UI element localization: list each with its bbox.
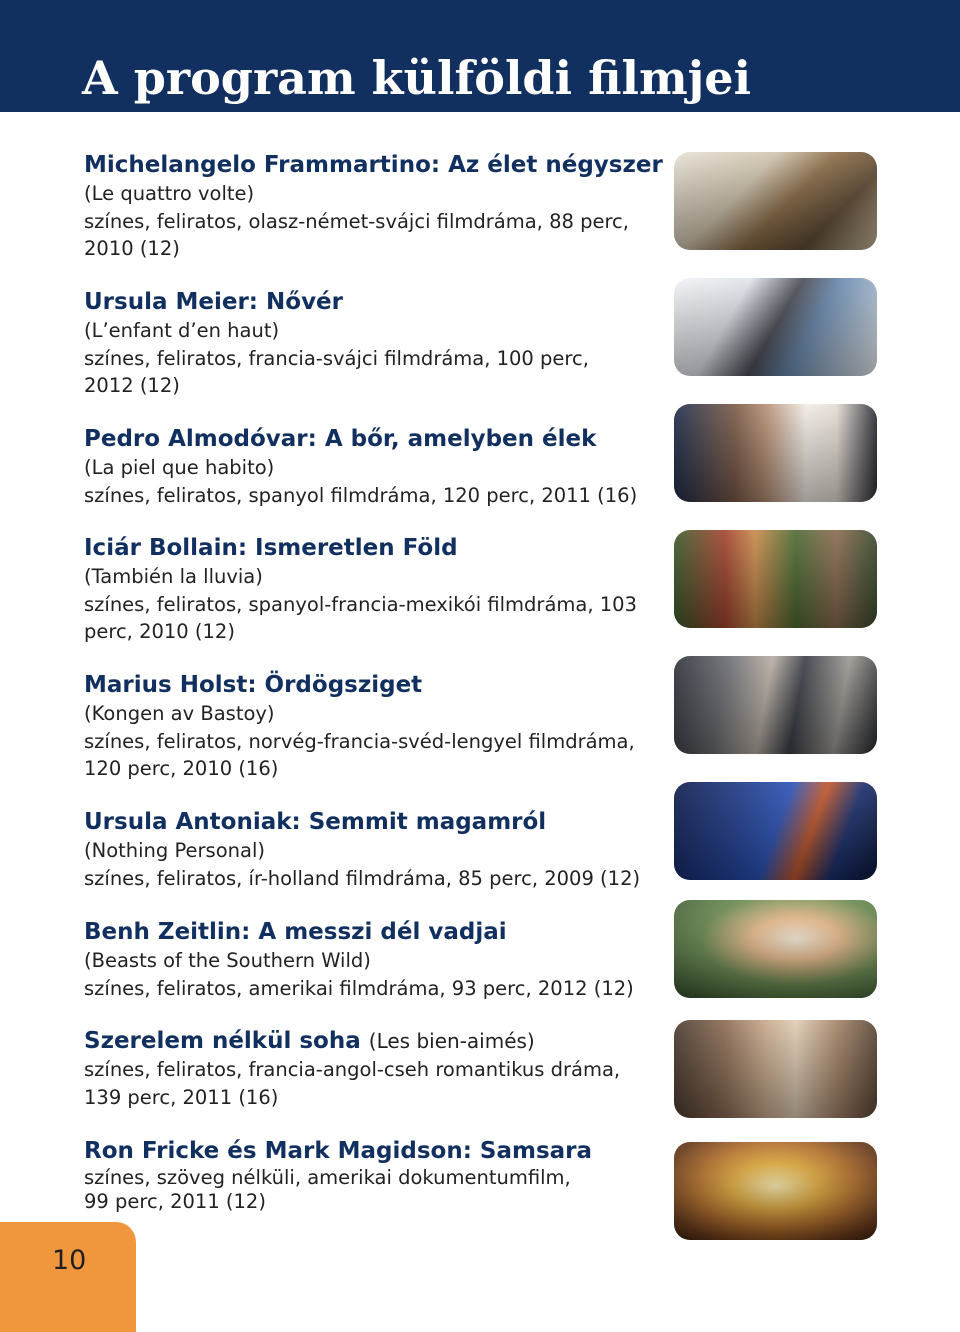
film-title: [84, 1026, 656, 1056]
film-entry: [84, 917, 656, 1002]
film-original-title: (L’enfant d’en haut): [84, 319, 280, 342]
film-title-main: Szerelem nélkül soha: [84, 1028, 361, 1054]
film-details: színes, feliratos, amerikai filmdráma, 93 perc, 2012 (12): [84, 976, 634, 1000]
film-original-title: (Les bien-aimés): [368, 1029, 535, 1053]
film-entry: [84, 150, 663, 263]
film-title: Marius Holst: Ördögsziget: [84, 672, 423, 698]
film-entry: [84, 533, 656, 646]
film-still-blue: [674, 782, 877, 880]
film-still-snow: [674, 278, 877, 376]
film-details: 120 perc, 2010 (16): [84, 757, 279, 780]
film-original-title: (También la lluvia): [84, 565, 263, 588]
film-title: Iciár Bollain: Ismeretlen Föld: [84, 535, 458, 561]
film-details: színes, feliratos, spanyol-francia-mexikói filmdráma, 103: [84, 592, 637, 616]
film-entry: [84, 807, 656, 892]
header-banner: [0, 0, 960, 112]
film-details: 2012 (12): [84, 374, 180, 397]
film-details: színes, feliratos, norvég-francia-svéd-lengyel filmdráma,: [84, 729, 635, 753]
film-details: 139 perc, 2011 (16): [84, 1085, 279, 1109]
film-entry: [84, 670, 656, 783]
film-still-jungle: [674, 530, 877, 628]
film-title: Benh Zeitlin: A messzi dél vadjai: [84, 919, 507, 945]
film-details: színes, feliratos, spanyol filmdráma, 120 perc, 2011 (16): [84, 483, 638, 507]
film-original-title: (Nothing Personal): [84, 839, 265, 862]
film-still-winter: [674, 656, 877, 754]
film-original-title: (La piel que habito): [84, 456, 275, 479]
film-details: 99 perc, 2011 (12): [84, 1190, 266, 1213]
film-details: perc, 2010 (12): [84, 620, 235, 643]
film-title: Michelangelo Frammartino: Az élet négyszer: [84, 152, 663, 178]
page-number: 10: [52, 1245, 87, 1276]
film-entry: [84, 1136, 656, 1214]
film-original-title: (Le quattro volte): [84, 182, 255, 205]
film-still-mask: [674, 404, 877, 502]
film-entry: [84, 1026, 656, 1111]
film-details: színes, szöveg nélküli, amerikai dokumentumfilm,: [84, 1166, 571, 1189]
film-still-golden-dancer: [674, 1142, 877, 1240]
film-title: Ron Fricke és Mark Magidson: Samsara: [84, 1138, 593, 1164]
film-original-title: (Beasts of the Southern Wild): [84, 949, 371, 972]
film-entry: [84, 424, 656, 509]
film-title: Ursula Antoniak: Semmit magamról: [84, 809, 547, 835]
film-details: 2010 (12): [84, 237, 180, 260]
film-details: színes, feliratos, olasz-német-svájci filmdráma, 88 perc,: [84, 209, 629, 233]
film-details: színes, feliratos, ír-holland filmdráma, 85 perc, 2009 (12): [84, 866, 641, 890]
film-title: Pedro Almodóvar: A bőr, amelyben élek: [84, 426, 597, 452]
page-number-tab: [0, 1222, 136, 1332]
page-title: A program külföldi filmjei: [82, 51, 752, 105]
film-still-goat: [674, 152, 877, 250]
film-original-title: (Kongen av Bastoy): [84, 702, 275, 725]
film-entry: [84, 287, 656, 400]
film-title: Ursula Meier: Nővér: [84, 289, 343, 315]
film-still-couple: [674, 1020, 877, 1118]
film-still-sparklers: [674, 900, 877, 998]
film-details: színes, feliratos, francia-svájci filmdráma, 100 perc,: [84, 346, 589, 370]
film-details: színes, feliratos, francia-angol-cseh romantikus dráma,: [84, 1058, 621, 1081]
